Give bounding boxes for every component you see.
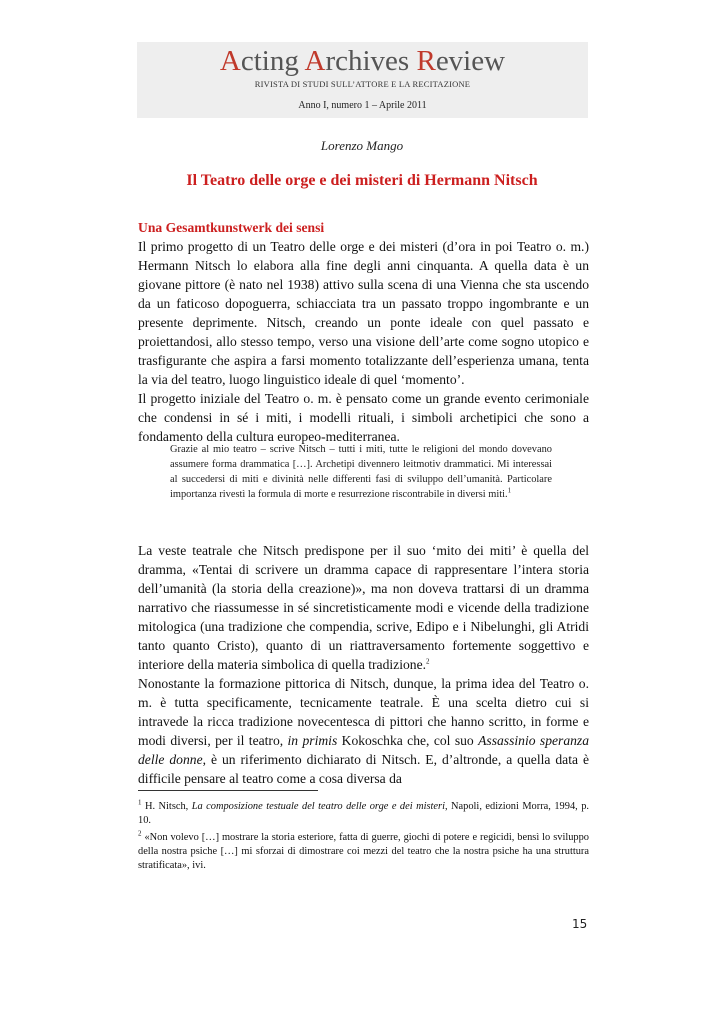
paragraph-3 xyxy=(138,541,589,674)
paragraph-4-italic-2: Assassinio speranza delle donne xyxy=(138,733,589,767)
paragraph-4 xyxy=(138,674,589,788)
footnote-2 xyxy=(138,831,589,873)
body-top xyxy=(138,237,589,446)
journal-masthead xyxy=(137,44,588,78)
footnote-divider xyxy=(138,790,318,791)
footnotes xyxy=(138,800,589,876)
footnote-1-number: 1 xyxy=(138,798,142,807)
footnote-1-italic: La composizione testuale del teatro delle orge e dei misteri xyxy=(191,801,445,812)
paragraph-4-text-c: , è un riferimento dichiarato di Nitsch. E, d’altronde, a quella data è difficile pensare al teatro come a cosa diversa da xyxy=(138,752,589,786)
masthead-part: rchives xyxy=(325,45,417,77)
masthead-part: eview xyxy=(435,45,506,77)
masthead-part: A xyxy=(304,45,326,77)
paragraph-4-text-a: Nonostante la formazione pittorica di Nitsch, dunque, la prima idea del Teatro o. m. è tutta specificamente, tecnicamente teatrale. È una scelta dietro cui si intravede la ricca tradizione novecentesca di pittori che hanno scritto, in forme e modi diversi, per il teatro, xyxy=(138,676,589,748)
footnote-1 xyxy=(138,800,589,828)
paragraph-3-text: La veste teatrale che Nitsch predispone per il suo ‘mito dei miti’ è quella del dramma, «Tentai di scrivere un dramma capace di rappresentare l’intera storia dell’umanità (la storia della creazione)», ma non doveva trattarsi di un dramma narrativo che riassumesse in sé sincretisticamente modi e vicende della tradizione mitologica (una tradizione che compendia, scrive, Edipo e i Nibelunghi, gli Atridi tanto quanto Cristo), quanto di un riattraversamento fortemente soggettivo e interiore della materia simbolica di quella tradizione. xyxy=(138,543,589,672)
footnote-ref-1[interactable]: 1 xyxy=(507,486,512,495)
journal-header xyxy=(137,42,588,118)
issue-info: Anno I, numero 1 – Aprile 2011 xyxy=(298,100,427,111)
section-heading: Una Gesamtkunstwerk dei sensi xyxy=(138,220,325,235)
journal-subtitle: RIVISTA DI STUDI SULL’ATTORE E LA RECITAZIONE xyxy=(254,79,471,89)
page-number: 15 xyxy=(572,917,588,931)
footnote-2-text: «Non volevo […] mostrare la storia esteriore, fatta di guerre, giochi di potere e regicidi, bensì lo sviluppo della nostra psiche […] mi sforzai di dimostrare coi mezzi del teatro che la nostra psiche ha una struttura stratificata», ivi. xyxy=(138,832,589,871)
masthead-part: A xyxy=(219,45,241,77)
paragraph-2: Il progetto iniziale del Teatro o. m. è pensato come un grande evento cerimoniale che condensi in sé i miti, i modelli rituali, i simboli archetipici che sono a fondamento della cultura europeo-mediterranea. xyxy=(138,391,589,444)
footnote-1-text-b: , Napoli, edizioni Morra, 1994, p. 10. xyxy=(138,801,589,826)
article-title: Il Teatro delle orge e dei misteri di Hermann Nitsch xyxy=(186,172,538,189)
footnote-2-number: 2 xyxy=(138,829,142,838)
footnote-ref-2[interactable]: 2 xyxy=(426,657,430,666)
body-bottom xyxy=(138,541,589,788)
article-author: Lorenzo Mango xyxy=(320,138,404,153)
masthead-part: R xyxy=(416,45,436,77)
block-quote xyxy=(170,442,552,502)
masthead-part: cting xyxy=(240,45,305,77)
quote-text: Grazie al mio teatro – scrive Nitsch – tutti i miti, tutte le religioni del mondo dovevano assumere forma drammatica […]. Archetipi divennero leitmotiv drammatici. Mi interessai al succedersi di miti e divinità nelle differenti fasi di sviluppo dell’umanità. Particolare importanza rivestì la formula di morte e resurrezione riscontrabile in diversi miti. xyxy=(170,444,552,500)
paragraph-1: Il primo progetto di un Teatro delle orge e dei misteri (d’ora in poi Teatro o. m.) Hermann Nitsch lo elabora alla fine degli anni cinquanta. A quella data è un giovane pittore (è nato nel 1938) attivo sulla scena di una Vienna che sta uscendo da un faticoso dopoguerra, schiacciata tra un passato troppo ingombrante e un presente deprimente. Nitsch, creando un ponte ideale con quel passato e proiettandosi, allo stesso tempo, verso una visione dell’arte come sogno utopico e trasfigurante che aspira a farsi momento totalizzante dell’esperienza umana, tenta la via del teatro, luogo linguistico ideale di quel ‘momento’. xyxy=(138,239,589,387)
paragraph-4-italic-1: in primis xyxy=(287,733,338,748)
footnote-1-text-a: H. Nitsch, xyxy=(141,801,192,812)
paragraph-4-text-b: Kokoschka che, col suo xyxy=(337,733,479,748)
